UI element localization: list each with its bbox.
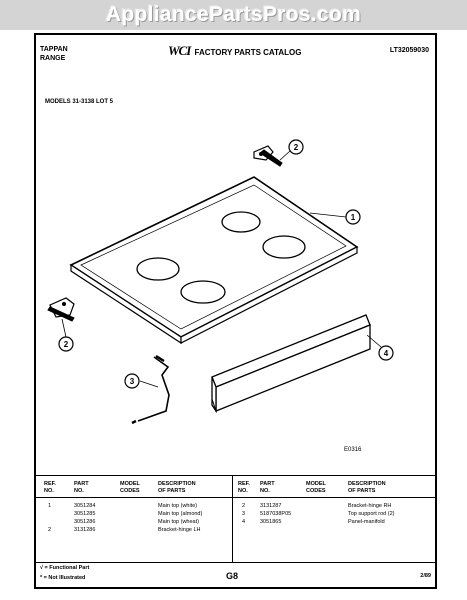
table-row-desc: Main top (almond) (158, 511, 203, 517)
table-row-desc: Main top (wheat) (158, 519, 199, 525)
callout-4: 4 (383, 349, 389, 358)
table-row-part: 3131286 (74, 527, 96, 533)
header-part-no: PART NO. (74, 481, 89, 494)
table-top-rule (36, 475, 435, 476)
catalog-date: 2/89 (420, 573, 431, 579)
exploded-parts-diagram (36, 105, 435, 445)
models-line: MODELS 31-3138 LOT 5 (45, 99, 114, 105)
table-row-part: 3051286 (74, 519, 96, 525)
callout-3: 3 (129, 377, 135, 386)
header-model-codes: MODEL CODES (120, 481, 140, 494)
table-row-ref: 2 (48, 527, 52, 533)
table-row-part: 3131287 (260, 503, 282, 509)
callout-2-left: 2 (63, 340, 69, 349)
table-header-rule (36, 497, 435, 498)
header-model-codes-right: MODEL CODES (306, 481, 326, 494)
panel-manifold (212, 315, 370, 411)
header-part-no-right: PART NO. (260, 481, 275, 494)
table-row-desc: Bracket-hinge RH (348, 503, 392, 509)
bracket-hinge-lh (48, 298, 74, 321)
header-description-right: DESCRIPTION OF PARTS (348, 481, 386, 494)
table-row-part: 3051285 (74, 511, 96, 517)
bracket-hinge-rh (254, 146, 282, 166)
brand-name: TAPPAN (40, 46, 68, 53)
catalog-title: FACTORY PARTS CATALOG (194, 48, 302, 57)
main-top-part (71, 177, 357, 343)
table-bottom-rule (36, 562, 435, 563)
product-type: RANGE (40, 55, 66, 62)
figure-reference: E0316 (344, 447, 362, 453)
callout-2-top: 2 (293, 143, 299, 152)
table-row-part: 5187038P05 (260, 511, 292, 517)
table-row-desc: Top support rod (2) (348, 511, 395, 517)
table-row-part: 3051284 (74, 503, 96, 509)
watermark-text: AppliancePartsPros.com (105, 3, 362, 26)
parts-catalog-sheet (34, 33, 437, 589)
catalog-number: LT32059030 (389, 47, 429, 54)
callout-1: 1 (350, 213, 356, 222)
header-description: DESCRIPTION OF PARTS (158, 481, 196, 494)
header-ref-no: REF. NO. (44, 481, 56, 494)
table-row-desc: Main top (white) (158, 503, 198, 509)
table-row-ref: 3 (242, 511, 246, 517)
table-row-desc: Panel-manifold (348, 519, 385, 525)
top-support-rod (129, 356, 169, 423)
brand-block (40, 45, 68, 63)
table-row-ref: 2 (242, 503, 246, 509)
table-row-desc: Bracket-hinge LH (158, 527, 201, 533)
watermark-banner (0, 0, 467, 30)
table-column-divider (232, 476, 233, 562)
table-row-ref: 1 (48, 503, 52, 509)
header-ref-no-right: REF. NO. (238, 481, 250, 494)
catalog-header (168, 43, 302, 59)
not-illustrated-legend: * = Not Illustrated (40, 575, 86, 581)
page-number: G8 (226, 571, 239, 581)
wci-logo: WCI (168, 43, 191, 58)
table-row-ref: 4 (242, 519, 246, 525)
table-row-part: 3051865 (260, 519, 282, 525)
functional-part-legend: √ = Functional Part (40, 565, 90, 571)
